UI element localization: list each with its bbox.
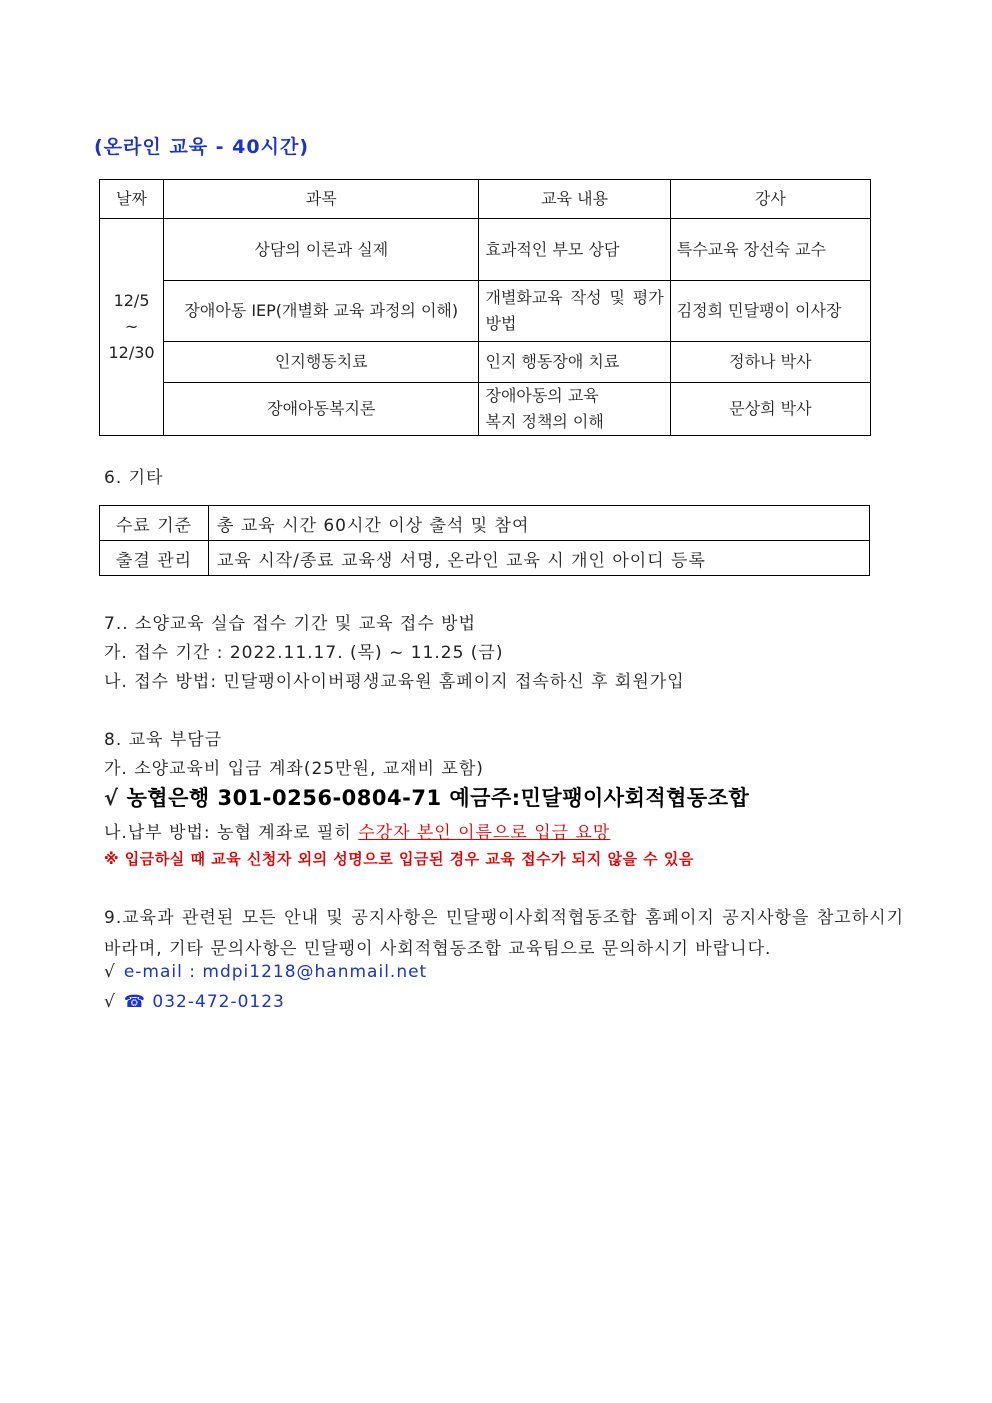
criteria-value: 총 교육 시간 60시간 이상 출석 및 참여 [209,506,870,541]
lecturer-cell: 김정희 민달팽이 이사장 [670,281,870,342]
completion-criteria-table [99,505,870,576]
section-6-title: 6. 기타 [104,468,164,488]
lecturer-cell: 정하나 박사 [670,342,870,383]
subject-cell: 장애아동복지론 [164,383,479,436]
registration-method: 나. 접수 방법: 민달팽이사이버평생교육원 홈페이지 접속하신 후 회원가입 [104,672,685,692]
content-cell: 효과적인 부모 상담 [479,219,670,281]
bank-account-text: 농협은행 301-0256-0804-71 예금주:민달팽이사회적협동조합 [126,786,750,810]
checkmark-icon: √ [104,992,116,1012]
header-content: 교육 내용 [479,180,670,219]
phone-text: ☎ 032-472-0123 [123,992,285,1012]
table-row [100,219,871,281]
subject-cell: 인지행동치료 [164,342,479,383]
subject-cell: 상담의 이론과 실제 [164,219,479,281]
content-cell: 인지 행동장애 치료 [479,342,670,383]
date-start: 12/5 [113,291,150,310]
payment-emphasis: 수강자 본인 이름으로 입금 요망 [358,823,611,843]
table-row [100,541,870,576]
online-schedule-table [99,179,871,436]
lecturer-cell: 문상희 박사 [670,383,870,436]
date-end: 12/30 [108,343,155,362]
payment-warning: ※ 입금하실 때 교육 신청자 외의 성명으로 입금된 경우 교육 접수가 되지 않을 수 있음 [104,850,694,868]
account-line: 가. 소양교육비 입금 계좌(25만원, 교재비 포함) [104,759,484,779]
payment-method-text: 나.납부 방법: 농협 계좌로 필히 [104,823,359,843]
section-8-title: 8. 교육 부담금 [104,730,223,750]
header-date: 날짜 [100,180,164,219]
date-separator: ~ [124,317,139,336]
registration-period: 가. 접수 기간 : 2022.11.17. (목) ~ 11.25 (금) [104,643,504,663]
phone-line [104,992,285,1012]
table-row [100,342,871,383]
subject-cell: 장애아동 IEP(개별화 교육 과정의 이해) [164,281,479,342]
checkmark-icon: √ [104,786,119,810]
section-7-title: 7.. 소양교육 실습 접수 기간 및 교육 접수 방법 [104,614,477,634]
table-row [100,281,871,342]
online-education-heading: (온라인 교육 - 40시간) [94,136,310,158]
section-9-notice: 9.교육과 관련된 모든 안내 및 공지사항은 민달팽이사회적협동조합 홈페이지 공지사항을 참고하시기 바라며, 기타 문의사항은 민달팽이 사회적협동조합 교육팀으로 문의하시기 바랍니다. [104,908,904,959]
content-cell: 장애아동의 교육 복지 정책의 이해 [479,383,670,436]
table-row [100,383,871,436]
payment-method [104,818,610,843]
criteria-key: 수료 기준 [100,506,209,541]
bank-account [104,782,749,812]
email-line [104,962,427,982]
date-range-cell [100,219,164,436]
attendance-value: 교육 시작/종료 교육생 서명, 온라인 교육 시 개인 아이디 등록 [209,541,870,576]
table-row [100,506,870,541]
lecturer-cell: 특수교육 장선숙 교수 [670,219,870,281]
checkmark-icon: √ [104,962,116,982]
attendance-key: 출결 관리 [100,541,209,576]
content-cell: 개별화교육 작성 및 평가 방법 [479,281,670,342]
header-lecturer: 강사 [670,180,870,219]
table-header-row [100,180,871,219]
email-text[interactable]: e-mail : mdpi1218@hanmail.net [123,962,428,982]
header-subject: 과목 [164,180,479,219]
